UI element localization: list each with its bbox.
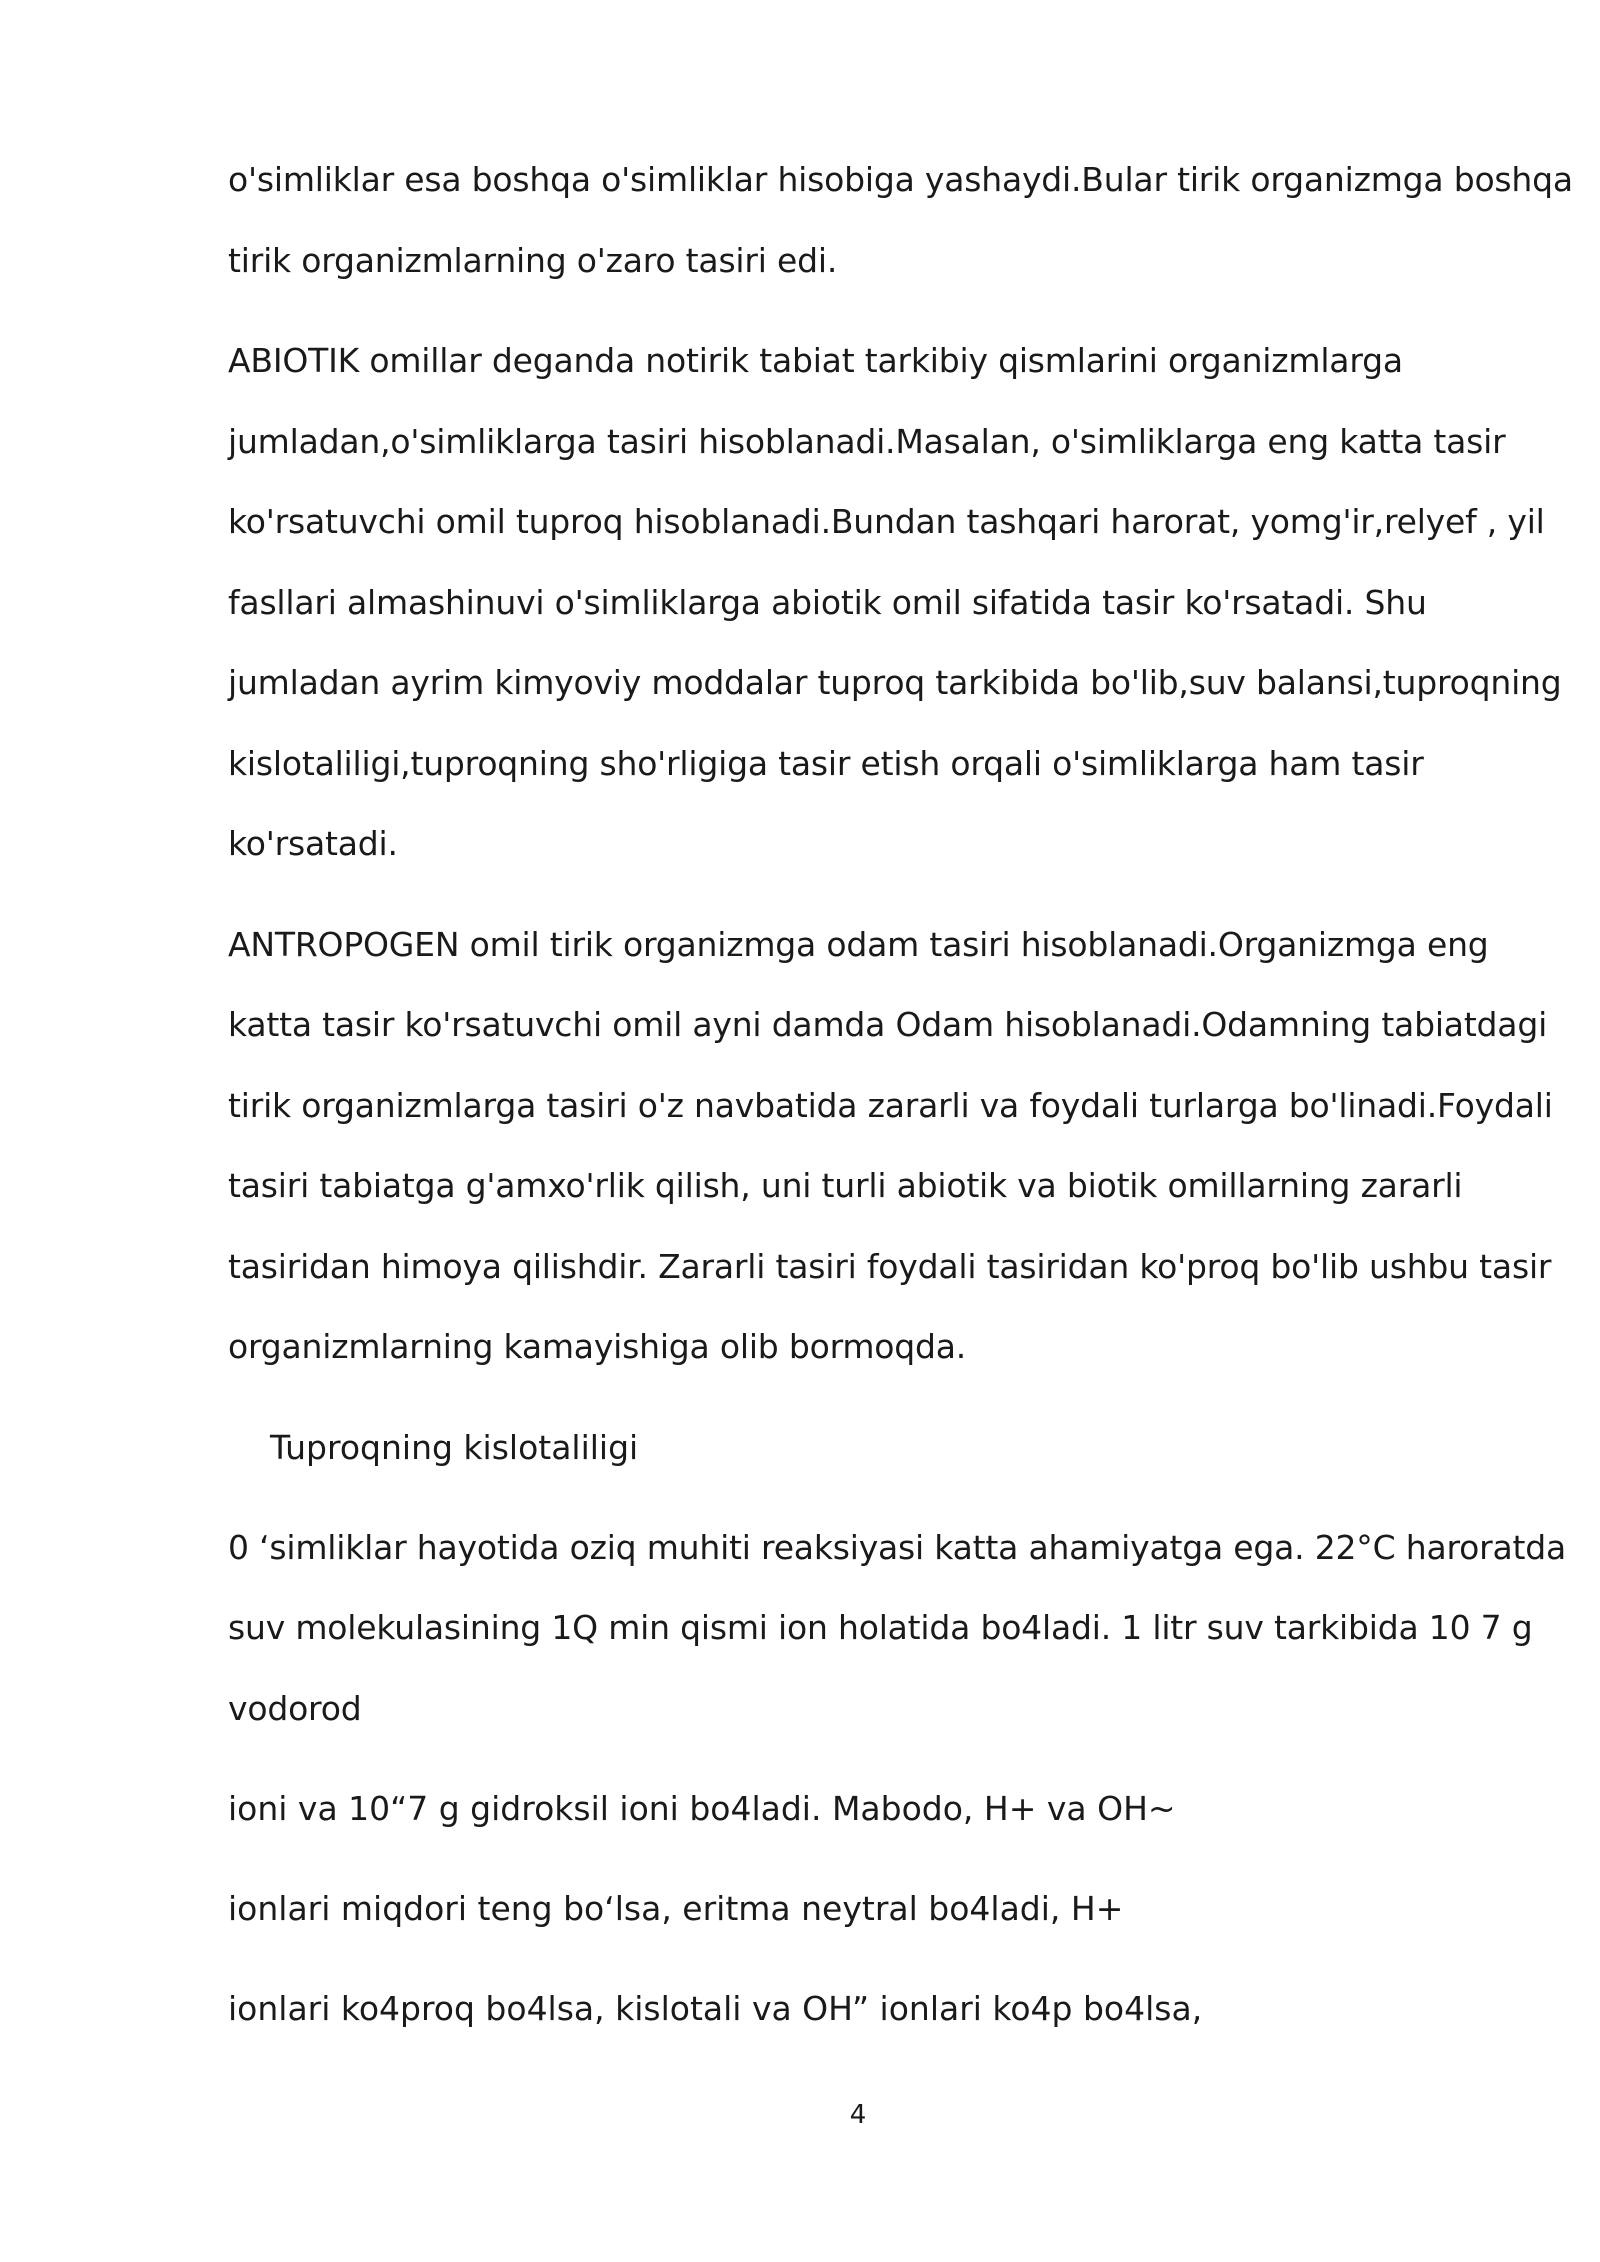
text-line: katta tasir ko'rsatuvchi omil ayni damda Odam hisoblanadi.Odamning tabiatdagi xyxy=(228,1005,1548,1044)
text-line-single: ionlari miqdori teng bo‘lsa, eritma neytral bo4ladi, H+ xyxy=(228,1889,1124,1928)
paragraph-gap xyxy=(228,1749,1508,1769)
paragraph-kislotalilik xyxy=(228,1508,1567,1750)
page-content xyxy=(228,140,1573,2049)
text-line: suv molekulasining 1Q min qismi ion holatida bo4ladi. 1 litr suv tarkibida 10 7 g xyxy=(228,1608,1533,1647)
text-line: tirik organizmlarga tasiri o'z navbatida zararli va foydali turlarga bo'linadi.Foydali xyxy=(228,1085,1553,1125)
text-line: tirik organizmlarning o'zaro tasiri edi. xyxy=(228,240,838,280)
text-line: jumladan,o'simliklarga tasiri hisoblanadi.Masalan, o'simliklarga eng katta tasir xyxy=(228,421,1506,461)
text-line-single: ionlari ko4proq bo4lsa, kislotali va OH” ionlari ko4p bo4lsa, xyxy=(228,1989,1203,2028)
paragraph-gap xyxy=(228,1488,1508,1508)
paragraph-antropogen xyxy=(228,905,1553,1388)
text-line: ANTROPOGEN omil tirik organizmga odam tasiri hisoblanadi.Organizmga eng xyxy=(228,924,1489,964)
text-line: ko'rsatuvchi omil tuproq hisoblanadi.Bundan tashqari harorat, yomg'ir,relyef , yil xyxy=(228,502,1545,541)
text-line: tasiridan himoya qilishdir. Zararli tasiri foydali tasiridan ko'proq bo'lib ushbu tasir xyxy=(228,1246,1552,1286)
section-heading: Tuproqning kislotaliligi xyxy=(270,1427,639,1467)
text-line: o'simliklar esa boshqa o'simliklar hisobiga yashaydi.Bular tirik organizmga boshqa xyxy=(228,160,1573,199)
text-line: kislotaliligi,tuproqning sho'rligiga tasir etish orqali o'simliklarga ham tasir xyxy=(228,743,1424,783)
paragraph-gap xyxy=(228,885,1508,905)
text-line: 0 ‘simliklar hayotida oziq muhiti reaksiyasi katta ahamiyatga ega. 22°C haroratda xyxy=(228,1527,1567,1567)
page-number: 4 xyxy=(849,2100,867,2130)
text-line-single: ioni va 10“7 g gidroksil ioni bo4ladi. Mabodo, H+ va OH~ xyxy=(228,1789,1176,1828)
text-line: organizmlarning kamayishiga olib bormoqda. xyxy=(228,1327,967,1366)
paragraph-1 xyxy=(228,140,1573,301)
text-line: tasiri tabiatga g'amxo'rlik qilish, uni turli abiotik va biotik omillarning zararli xyxy=(228,1166,1463,1205)
text-line: vodorod xyxy=(228,1688,362,1728)
paragraph-gap xyxy=(228,1388,1508,1408)
paragraph-gap xyxy=(228,1949,1508,1969)
text-line: fasllari almashinuvi o'simliklarga abiotik omil sifatida tasir ko'rsatadi. Shu xyxy=(228,582,1427,622)
paragraph-gap xyxy=(228,1849,1508,1869)
paragraph-abiotik xyxy=(228,321,1562,885)
text-line: ABIOTIK omillar deganda notirik tabiat tarkibiy qismlarini organizmlarga xyxy=(228,341,1403,380)
text-line: jumladan ayrim kimyoviy moddalar tuproq tarkibida bo'lib,suv balansi,tuproqning xyxy=(228,663,1562,702)
paragraph-gap xyxy=(228,301,1508,321)
text-line: ko'rsatadi. xyxy=(228,824,398,863)
